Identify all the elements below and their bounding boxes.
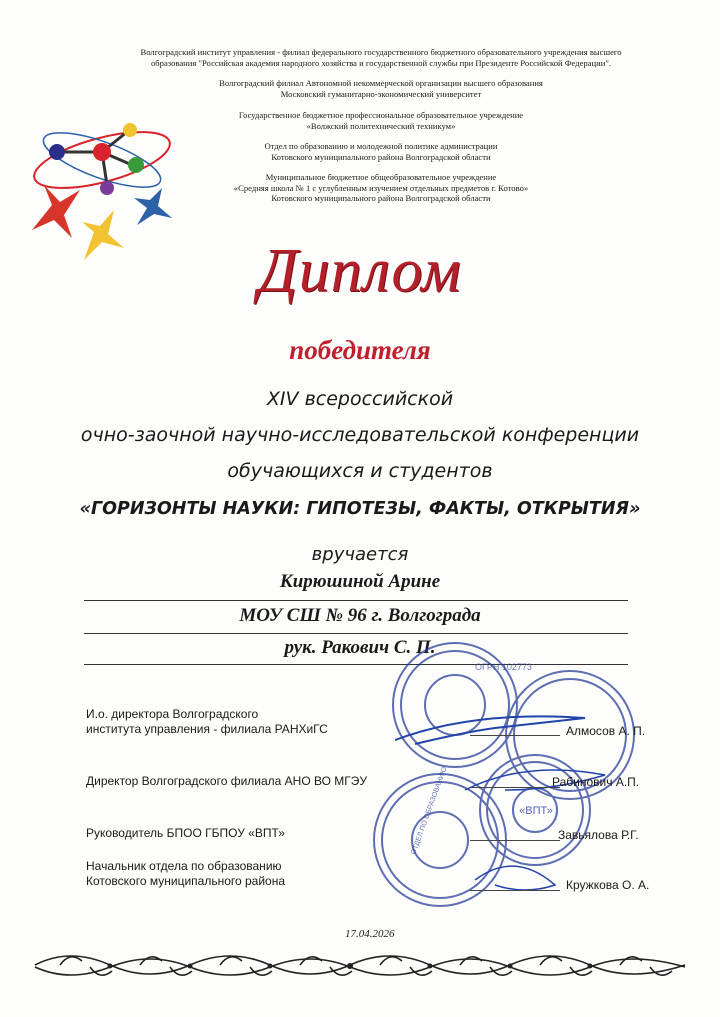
header-line: Московский гуманитарно-экономический университет xyxy=(280,88,482,99)
supervisor-name: рук. Ракович С. П. xyxy=(284,637,436,658)
signatory-3-name: Завьялова Р.Г. xyxy=(558,828,639,842)
awarded-text: вручается xyxy=(311,544,409,565)
header-line: Волгоградский филиал Автономной некоммерческой организации высшего образования xyxy=(219,78,543,88)
conference-line-2: очно-заочной научно-исследовательской конференции xyxy=(80,424,640,446)
header-line: Отдел по образованию и молодежной политике администрации xyxy=(264,141,498,151)
recipient-name: Кирюшиной Арине xyxy=(279,571,441,592)
org-header-mgeu xyxy=(86,78,676,99)
diploma-subtitle: победителя xyxy=(289,335,431,365)
diploma-title: Диплом xyxy=(258,237,462,305)
signatory-4-name: Кружкова О. А. xyxy=(566,878,650,892)
signatory-4-title xyxy=(86,859,285,889)
header-line: Муниципальное бюджетное общеобразовательное учреждение xyxy=(265,172,497,182)
recipient-underline xyxy=(84,600,628,601)
header-line: Котовского муниципального района Волгоградской области xyxy=(271,193,491,203)
header-line: Котовского муниципального района Волгоградской области xyxy=(271,151,491,162)
stamp-otdel-text: ОТДЕЛ ПО ОБРАЗОВАНИЮ xyxy=(410,766,449,856)
signatory-title-line: Руководитель БПОО ГБПОУ «ВПТ» xyxy=(86,826,285,840)
signatory-1-name: Алмосов А. П. xyxy=(566,724,646,738)
signatory-title-line: Котовского муниципального района xyxy=(86,874,286,888)
conference-line-3: обучающихся и студентов xyxy=(227,460,493,482)
signatory-2-title xyxy=(86,774,367,789)
issue-date: 17.04.2026 xyxy=(345,928,395,940)
signatory-1-title xyxy=(86,707,328,737)
conference-theme: «ГОРИЗОНТЫ НАУКИ: ГИПОТЕЗЫ, ФАКТЫ, ОТКРЫТИЯ» xyxy=(79,499,641,519)
stamp-vpt-text: «ВПТ» xyxy=(519,805,553,817)
header-line: Государственное бюджетное профессиональное образовательное учреждение xyxy=(238,110,524,120)
signature-scribble xyxy=(395,716,585,744)
header-line: «Средняя школа № 1 с углубленным изучением отдельных предметов г. Котово» xyxy=(233,182,529,193)
signature-line xyxy=(470,840,560,841)
signature-line xyxy=(470,735,560,736)
header-line: Волгоградский институт управления - филиал федерального государственного бюджетного образовательного учреждения высшего xyxy=(140,47,622,57)
decorative-border-ornament xyxy=(30,945,690,985)
signatory-title-line: Начальник отдела по образованию xyxy=(86,859,282,873)
signatory-title-line: И.о. директора Волгоградского xyxy=(86,707,259,721)
school-underline xyxy=(84,633,628,634)
signatory-title-line: института управления - филиала РАНХиГС xyxy=(86,722,328,736)
header-line: образования "Российская академия народного хозяйства и государственной службы при Президенте Российской Федерации". xyxy=(151,57,611,68)
school-name: МОУ СШ № 96 г. Волгограда xyxy=(239,605,481,626)
org-header-ranepa xyxy=(86,47,676,68)
signatory-2-name: Рабинович А.П. xyxy=(552,775,640,789)
signature-line xyxy=(470,787,560,788)
signatory-title-line: Директор Волгоградского филиала АНО ВО МГЭУ xyxy=(86,774,368,788)
signatory-3-title xyxy=(86,826,285,841)
signature-line xyxy=(470,890,560,891)
stamp-ogrn-text: ОГРН 102773 xyxy=(475,662,532,672)
header-line: «Волжский политехнический техникум» xyxy=(306,120,456,131)
conference-line-1: XIV всероссийской xyxy=(266,388,454,410)
